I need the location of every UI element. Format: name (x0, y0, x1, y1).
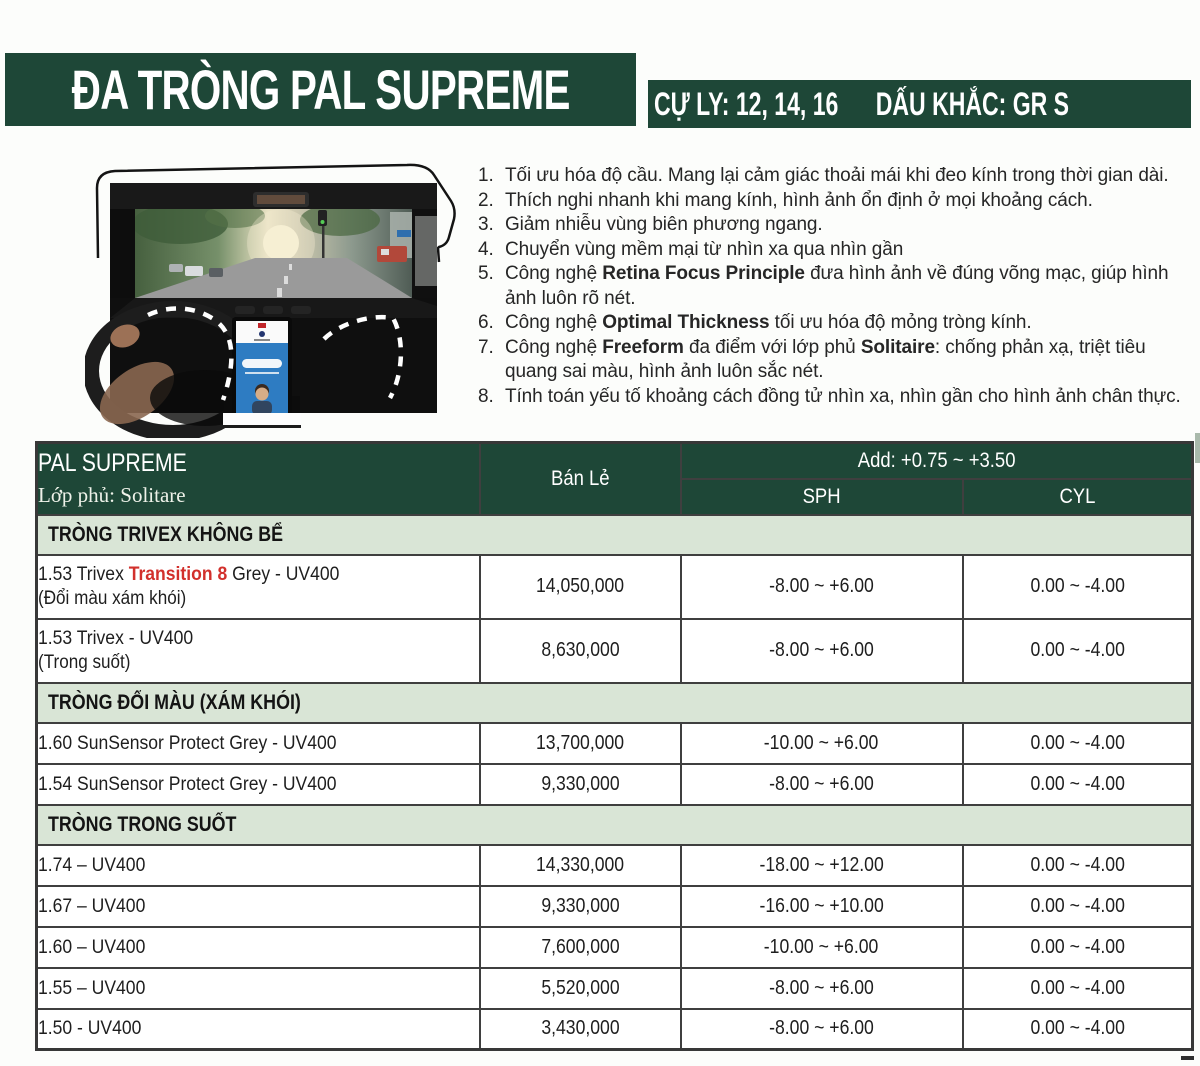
product-row (37, 927, 1193, 968)
feature-number: 4. (478, 238, 494, 260)
feature-number: 8. (478, 385, 494, 407)
sph-range-cell: -8.00 ~ +6.00 (681, 555, 963, 619)
price-table (35, 441, 1194, 1051)
feature-item (478, 238, 1194, 263)
product-name-cell: 1.67 – UV400 (37, 886, 480, 927)
cyl-range-cell: 0.00 ~ -4.00 (963, 723, 1193, 764)
sph-range-cell: -8.00 ~ +6.00 (681, 1009, 963, 1050)
product-row (37, 764, 1193, 805)
product-name-note: (Trong suốt) (38, 652, 131, 673)
cyl-range-cell: 0.00 ~ -4.00 (963, 886, 1193, 927)
page-title: ĐA TRÒNG PAL SUPREME (71, 58, 570, 121)
feature-text: Công nghệ Freeform đa điểm với lớp phủ Solitaire: chống phản xạ, triệt tiêu quang sai màu, hình ảnh luôn sắc nét. (505, 336, 1146, 382)
feature-item (478, 336, 1194, 385)
product-name-cell: 1.60 – UV400 (37, 927, 480, 968)
product-name-cell: 1.50 - UV400 (37, 1009, 480, 1050)
header-badge (648, 80, 1191, 128)
retail-price-cell: 13,700,000 (480, 723, 681, 764)
feature-text: Công nghệ Retina Focus Principle đưa hình ảnh về đúng võng mạc, giúp hình ảnh luôn rõ nét. (505, 263, 1169, 309)
sph-range-cell: -16.00 ~ +10.00 (681, 886, 963, 927)
feature-item (478, 311, 1194, 336)
cyl-range-cell: 0.00 ~ -4.00 (963, 555, 1193, 619)
section-row (37, 805, 1193, 845)
feature-item (478, 262, 1194, 311)
feature-number: 6. (478, 312, 494, 333)
features-list (478, 164, 1194, 409)
table-header-sph: SPH (681, 479, 963, 515)
retail-price-cell: 9,330,000 (480, 764, 681, 805)
section-title: TRÒNG TRONG SUỐT (48, 812, 237, 836)
cyl-range-cell: 0.00 ~ -4.00 (963, 619, 1193, 683)
retail-price-cell: 8,630,000 (480, 619, 681, 683)
page-edge-artifact (1195, 433, 1200, 463)
feature-text: Tối ưu hóa độ cầu. Mang lại cảm giác thoải mái khi đeo kính trong thời gian dài. (505, 165, 1169, 186)
feature-text: Tính toán yếu tố khoảng cách đồng tử nhìn xa, nhìn gần cho hình ảnh chân thực. (505, 385, 1181, 407)
feature-item (478, 189, 1194, 214)
feature-number: 5. (478, 263, 494, 284)
sph-range-cell: -10.00 ~ +6.00 (681, 927, 963, 968)
feature-text: Thích nghi nhanh khi mang kính, hình ảnh ổn định ở mọi khoảng cách. (505, 189, 1093, 211)
retail-price-cell: 14,330,000 (480, 845, 681, 886)
feature-text: Giảm nhiễu vùng biên phương ngang. (505, 214, 823, 235)
table-header-add-range: Add: +0.75 ~ +3.50 (681, 443, 1193, 479)
feature-text: Công nghệ Optimal Thickness tối ưu hóa độ mỏng tròng kính. (505, 312, 1032, 333)
corner-mark (1181, 1056, 1194, 1060)
table-header-cyl: CYL (963, 479, 1193, 515)
section-title: TRÒNG ĐỔI MÀU (XÁM KHÓI) (48, 690, 301, 714)
feature-item (478, 385, 1194, 410)
table-header-product: PAL SUPREME Lớp phủ: Solitare (37, 443, 480, 515)
retail-price-cell: 3,430,000 (480, 1009, 681, 1050)
feature-item (478, 164, 1194, 189)
feature-number: 7. (478, 336, 494, 358)
cyl-range-cell: 0.00 ~ -4.00 (963, 764, 1193, 805)
table-header-retail: Bán Lẻ (480, 443, 681, 515)
product-name-cell: 1.55 – UV400 (37, 968, 480, 1009)
product-row (37, 1009, 1193, 1050)
cyl-range-cell: 0.00 ~ -4.00 (963, 927, 1193, 968)
product-name-cell: 1.54 SunSensor Protect Grey - UV400 (37, 764, 480, 805)
product-row (37, 968, 1193, 1009)
product-name-cell: 1.53 Trivex - UV400 (Trong suốt) (37, 619, 480, 683)
cyl-range-cell: 0.00 ~ -4.00 (963, 1009, 1193, 1050)
section-row (37, 515, 1193, 555)
product-row (37, 555, 1193, 619)
feature-number: 1. (478, 165, 494, 186)
sph-range-cell: -10.00 ~ +6.00 (681, 723, 963, 764)
section-title: TRÒNG TRIVEX KHÔNG BỂ (48, 522, 284, 546)
product-name-cell: 1.53 Trivex Transition 8 Grey - UV400 (Đổi màu xám khói) (37, 555, 480, 619)
retail-price-cell: 7,600,000 (480, 927, 681, 968)
feature-item (478, 213, 1194, 238)
retail-price-cell: 14,050,000 (480, 555, 681, 619)
retail-price-cell: 9,330,000 (480, 886, 681, 927)
feature-number: 2. (478, 189, 494, 211)
feature-number: 3. (478, 214, 494, 235)
product-name-cell: 1.74 – UV400 (37, 845, 480, 886)
driver-view-illustration (85, 146, 470, 438)
car-interior-photo (89, 183, 437, 437)
sph-range-cell: -8.00 ~ +6.00 (681, 968, 963, 1009)
distance-label: CỰ LY: 12, 14, 16 (654, 85, 839, 122)
section-row (37, 683, 1193, 723)
sph-range-cell: -18.00 ~ +12.00 (681, 845, 963, 886)
feature-text: Chuyển vùng mềm mại từ nhìn xa qua nhìn gần (505, 238, 904, 260)
coating-label: Lớp phủ: Solitare (38, 483, 186, 508)
product-row (37, 886, 1193, 927)
price-table-body (37, 515, 1193, 1050)
sph-range-cell: -8.00 ~ +6.00 (681, 619, 963, 683)
product-row (37, 619, 1193, 683)
page-title-banner (5, 53, 636, 126)
product-name-note: (Đổi màu xám khói) (38, 588, 187, 609)
cyl-range-cell: 0.00 ~ -4.00 (963, 845, 1193, 886)
engraving-label: DẤU KHẮC: GR S (875, 85, 1070, 122)
product-row (37, 845, 1193, 886)
retail-price-cell: 5,520,000 (480, 968, 681, 1009)
cyl-range-cell: 0.00 ~ -4.00 (963, 968, 1193, 1009)
product-row (37, 723, 1193, 764)
product-name-cell: 1.60 SunSensor Protect Grey - UV400 (37, 723, 480, 764)
sph-range-cell: -8.00 ~ +6.00 (681, 764, 963, 805)
